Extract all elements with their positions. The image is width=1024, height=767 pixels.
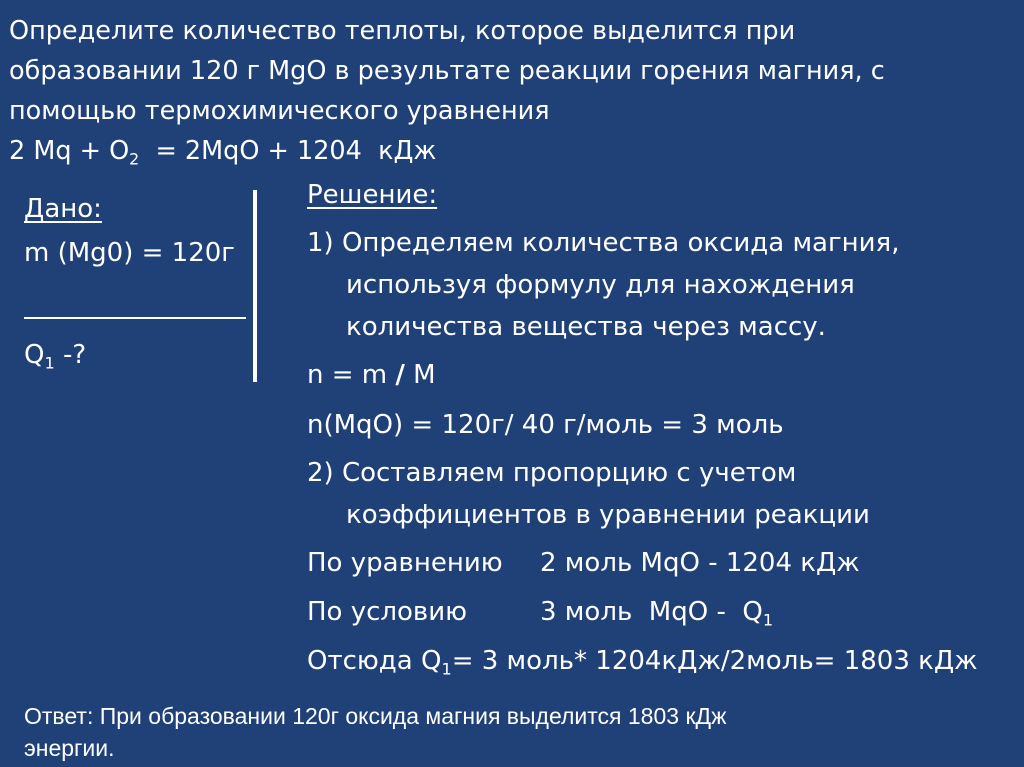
answer-line-2: энергии. bbox=[24, 735, 115, 761]
formula-right: M bbox=[404, 360, 436, 390]
equation-subscript: 2 bbox=[129, 149, 140, 169]
result-left: Отсюда Q bbox=[307, 646, 442, 676]
reaction-equation bbox=[9, 136, 437, 169]
by-condition-text: 3 моль MqO - Q bbox=[540, 597, 763, 627]
find-q-subscript: 1 bbox=[44, 353, 55, 373]
mole-calculation: n(MqO) = 120г/ 40 г/моль = 3 моль bbox=[307, 410, 784, 440]
problem-line-2: образовании 120 г MgO в результате реакции горения магния, с bbox=[9, 56, 885, 86]
given-separator bbox=[253, 190, 257, 382]
given-mass: m (Mg0) = 120г bbox=[24, 238, 235, 268]
problem-line-3: помощью термохимического уравнения bbox=[9, 96, 550, 126]
step1-line-1: 1) Определяем количества оксида магния, bbox=[307, 228, 900, 258]
by-equation-label: По уравнению bbox=[307, 548, 503, 578]
by-equation-value: 2 моль MqO - 1204 кДж bbox=[540, 548, 860, 578]
by-condition-value bbox=[540, 597, 774, 630]
step1-line-2: используя формулу для нахождения bbox=[346, 270, 855, 300]
solution-heading: Решение: bbox=[307, 180, 438, 210]
by-condition-subscript: 1 bbox=[762, 610, 774, 630]
given-heading: Дано: bbox=[24, 194, 102, 224]
equation-left: 2 Mq + O bbox=[9, 136, 130, 166]
by-condition-label: По условию bbox=[307, 597, 468, 627]
formula-slash: / bbox=[395, 360, 405, 390]
problem-line-1: Определите количество теплоты, которое выделится при bbox=[9, 16, 796, 46]
given-find bbox=[24, 340, 87, 373]
result-subscript: 1 bbox=[441, 659, 452, 679]
find-q: Q bbox=[24, 340, 45, 370]
step1-line-3: количества вещества через массу. bbox=[346, 312, 826, 342]
mole-formula bbox=[307, 360, 436, 390]
equation-right: = 2MqO + 1204 кДж bbox=[139, 136, 437, 166]
find-rest: -? bbox=[54, 340, 87, 370]
answer-line-1: Ответ: При образовании 120г оксида магния выделится 1803 кДж bbox=[24, 703, 727, 729]
step2-line-2: коэффициентов в уравнении реакции bbox=[346, 500, 870, 530]
given-divider bbox=[24, 317, 246, 319]
result-line bbox=[307, 646, 978, 679]
step2-line-1: 2) Составляем пропорцию с учетом bbox=[307, 458, 797, 488]
result-right: = 3 моль* 1204кДж/2моль= 1803 кДж bbox=[451, 646, 978, 676]
formula-left: n = m bbox=[307, 360, 396, 390]
